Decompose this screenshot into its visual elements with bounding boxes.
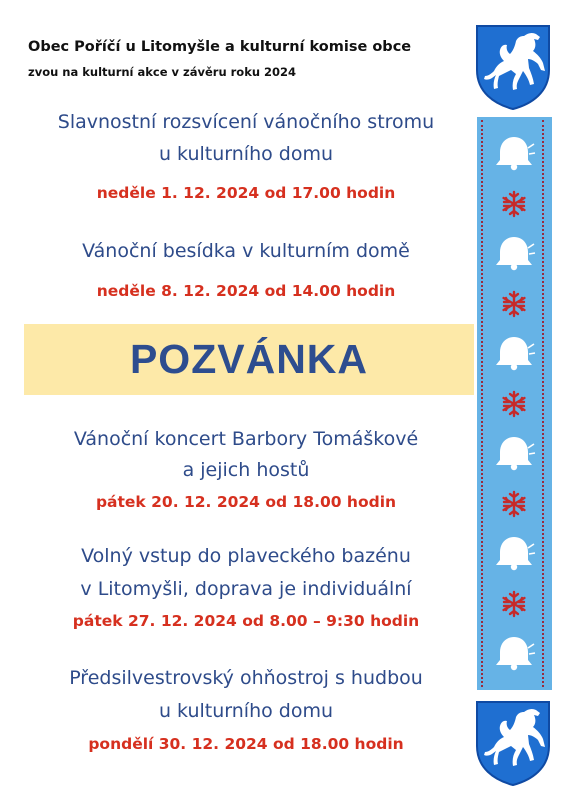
bell-icon <box>490 133 538 175</box>
event-3-title-line-1: Vánoční koncert Barbory Tomáškové <box>73 428 419 450</box>
bell-icon <box>490 333 538 375</box>
event-5-title-line-1: Předsilvestrovský ohňostroj s hudbou <box>69 667 423 689</box>
header-line-1: Obec Poříčí u Litomyšle a kulturní komise obce <box>28 39 412 55</box>
event-4-title-line-1: Volný vstup do plaveckého bazénu <box>81 545 411 567</box>
snowflake-icon <box>490 383 538 425</box>
event-5-title-line-2: u kulturního domu <box>158 700 334 722</box>
event-2-date: neděle 8. 12. 2024 od 14.00 hodin <box>96 282 396 300</box>
bell-icon <box>490 233 538 275</box>
header-line-2: zvou na kulturní akce v závěru roku 2024 <box>28 65 297 79</box>
bell-icon <box>490 533 538 575</box>
event-4-date: pátek 27. 12. 2024 od 8.00 – 9:30 hodin <box>72 612 420 630</box>
event-5-date: pondělí 30. 12. 2024 od 18.00 hodin <box>88 735 404 753</box>
horse-crest-icon <box>474 700 552 786</box>
snowflake-icon <box>490 483 538 525</box>
event-2-title-line-1: Vánoční besídka v kulturním domě <box>82 240 410 262</box>
decor-strip-line-right <box>542 120 544 687</box>
bell-icon <box>490 433 538 475</box>
event-1-date: neděle 1. 12. 2024 od 17.00 hodin <box>96 184 396 202</box>
snowflake-icon <box>490 183 538 225</box>
event-1-title-line-1: Slavnostní rozsvícení vánočního stromu <box>57 111 435 133</box>
decor-strip-line-left <box>481 120 483 687</box>
event-3-title-line-2: a jejich hostů <box>182 459 310 481</box>
bell-icon <box>490 633 538 675</box>
event-4-title-line-2: v Litomyšli, doprava je individuální <box>80 578 412 600</box>
horse-crest-icon <box>474 24 552 110</box>
snowflake-icon <box>490 583 538 625</box>
snowflake-icon <box>490 283 538 325</box>
invitation-banner-text: POZVÁNKA <box>129 336 369 382</box>
event-3-date: pátek 20. 12. 2024 od 18.00 hodin <box>95 493 397 511</box>
event-1-title-line-2: u kulturního domu <box>158 143 334 165</box>
